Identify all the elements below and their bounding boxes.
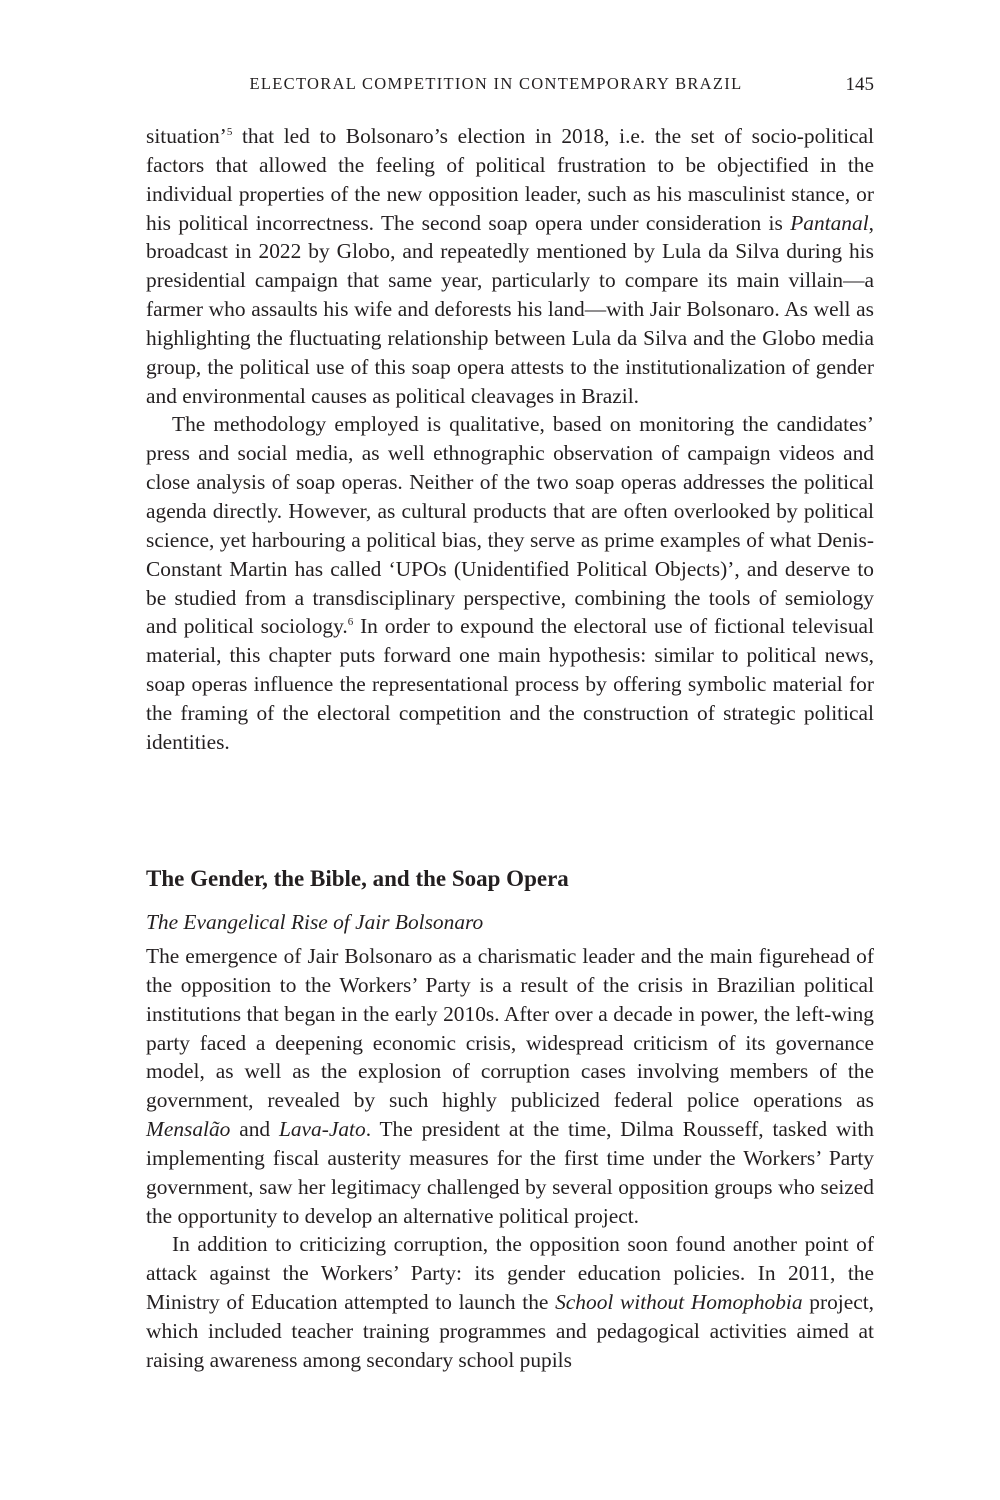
body-text-block-2 bbox=[146, 942, 874, 1375]
text-run: situation’ bbox=[146, 124, 227, 148]
text-run: that led to Bolsonaro’s election in 2018, i.e. the set of socio-political factors that allowed the feeling of political frustration to be objectified in the individual properties of the new opposition leader, such as his masculinist stance, or his political incorrectness. The second soap opera under consideration is bbox=[146, 124, 874, 235]
italic-text: School without Homophobia bbox=[555, 1290, 803, 1315]
text-run: In order to expound the electoral use of fictional televisual material, this chapter puts forward one main hypothesis: similar to political news, soap operas influence the representational process by offering symbolic material for the framing of the electoral competition and the construction of strategic political identities. bbox=[146, 614, 874, 754]
text-run: In addition to criticizing corruption, the opposition soon found another point of attack against the Workers’ Party: its gender education policies. In 2011, the Ministry of Education attempted to launch the bbox=[146, 1232, 874, 1315]
footnote-marker: 5 bbox=[226, 126, 233, 138]
paragraph bbox=[146, 410, 874, 756]
text-run: The emergence of Jair Bolsonaro as a charismatic leader and the main figurehead of the opposition to the Workers’ Party is a result of the crisis in Brazilian political institutions that began in the early 2010s. After over a decade in power, the left-wing party faced a deepening economic crisis, widespread criticism of its governance model, as well as the explosion of corruption cases involving members of the government, revealed by such highly publicized federal police operations as bbox=[146, 944, 874, 1113]
italic-text: Mensalão bbox=[146, 1117, 231, 1142]
text-run: project, which included teacher training programmes and pedagogical activities aimed at raising awareness among secondary school pupils bbox=[146, 1290, 874, 1372]
sub-heading: The Evangelical Rise of Jair Bolsonaro bbox=[146, 910, 484, 934]
section-heading: The Gender, the Bible, and the Soap Opera bbox=[146, 866, 569, 891]
italic-text: Lava-Jato bbox=[278, 1117, 366, 1142]
footnote-marker: 6 bbox=[347, 616, 354, 629]
text-run: and bbox=[230, 1117, 279, 1142]
body-text-block-1 bbox=[146, 122, 874, 757]
page-number: 145 bbox=[845, 74, 874, 95]
italic-text: Pantanal bbox=[790, 210, 869, 235]
paragraph bbox=[146, 1230, 874, 1374]
text-run: The methodology employed is qualitative, based on monitoring the candidates’ press and social media, as well ethnographic observation of campaign videos and close analysis of soap operas. Neither of the two soap operas addresses the political agenda directly. However, as cultural products that are often overlooked by political science, yet harbouring a political bias, they serve as prime examples of what Denis-Constant Martin has called ‘UPOs (Unidentified Political Objects)’, and deserve to be studied from a transdisciplinary perspective, combining the tools of semiology and political sociology. bbox=[146, 412, 874, 639]
text-run: , broadcast in 2022 by Globo, and repeatedly mentioned by Lula da Silva during his presidential campaign that same year, particularly to compare its main villain—a farmer who assaults his wife and deforests his land—with Jair Bolsonaro. As well as highlighting the fluctuating relationship between Lula da Silva and the Globo media group, the political use of this soap opera attests to the institutionalization of gender and environmental causes as political cleavages in Brazil. bbox=[146, 210, 874, 408]
running-title: ELECTORAL COMPETITION IN CONTEMPORARY BRAZIL bbox=[249, 74, 743, 93]
text-run: . The president at the time, Dilma Rousseff, tasked with implementing fiscal austerity measures for the first time under the Workers’ Party government, saw her legitimacy challenged by several opposition groups who seized the opportunity to develop an alternative political project. bbox=[146, 1117, 874, 1228]
paragraph bbox=[146, 942, 874, 1230]
running-head bbox=[146, 74, 874, 98]
paragraph bbox=[146, 122, 874, 410]
